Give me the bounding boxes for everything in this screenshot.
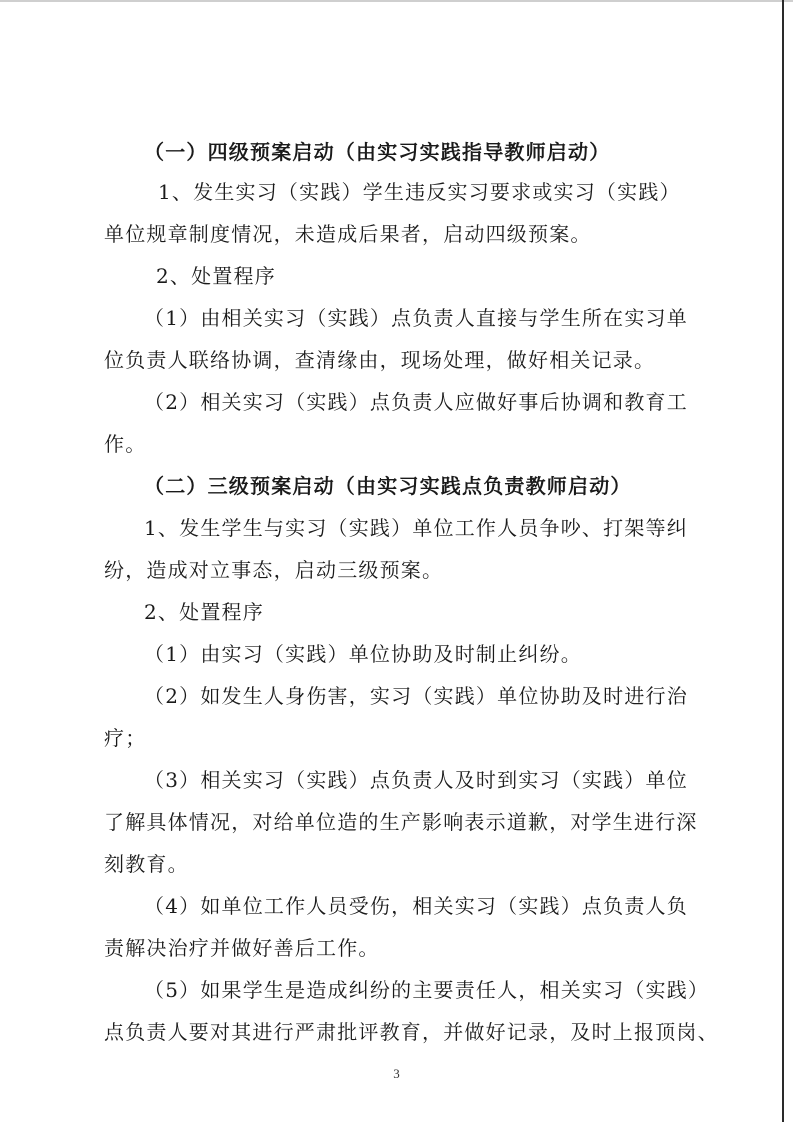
section-heading-level3: （二）三级预案启动（由实习实践点负责教师启动）: [144, 474, 632, 498]
section2-step2-line2: 疗；: [104, 726, 147, 750]
section2-step3-line2: 了解具体情况，对给单位造的生产影响表示道歉，对学生进行深: [104, 810, 698, 834]
scan-edge-top: [0, 0, 793, 2]
section2-step5-line1: （5）如果学生是造成纠纷的主要责任人，相关实习（实践）: [144, 978, 710, 1002]
section1-procedure-title: 2、处置程序: [156, 264, 276, 288]
section2-step5-line2: 点负责人要对其进行严肃批评教育，并做好记录，及时上报顶岗、: [104, 1020, 719, 1044]
section2-procedure-title: 2、处置程序: [144, 600, 264, 624]
section1-step2-line1: （2）相关实习（实践）点负责人应做好事后协调和教育工: [144, 390, 688, 414]
section2-item1-line1: 1、发生学生与实习（实践）单位工作人员争吵、打架等纠: [144, 516, 688, 540]
section2-item1-line2: 纷，造成对立事态，启动三级预案。: [104, 558, 444, 582]
section2-step3-line1: （3）相关实习（实践）点负责人及时到实习（实践）单位: [144, 768, 688, 792]
section2-step1-line1: （1）由实习（实践）单位协助及时制止纠纷。: [144, 642, 582, 666]
section2-step3-line3: 刻教育。: [104, 852, 189, 876]
scan-edge-right: [782, 0, 784, 1122]
section2-step4-line2: 责解决治疗并做好善后工作。: [104, 936, 380, 960]
section-heading-level4: （一）四级预案启动（由实习实践指导教师启动）: [144, 140, 611, 164]
page-number: 3: [393, 1066, 400, 1081]
section1-item1-line1: 1、发生实习（实践）学生违反实习要求或实习（实践）: [158, 180, 681, 204]
section1-item1-line2: 单位规章制度情况，未造成后果者，启动四级预案。: [104, 222, 592, 246]
section2-step4-line1: （4）如单位工作人员受伤，相关实习（实践）点负责人负: [144, 894, 688, 918]
section1-step1-line2: 位负责人联络协调，查清缘由，现场处理，做好相关记录。: [104, 348, 656, 372]
section1-step1-line1: （1）由相关实习（实践）点负责人直接与学生所在实习单: [144, 306, 688, 330]
section2-step2-line1: （2）如发生人身伤害，实习（实践）单位协助及时进行治: [144, 684, 688, 708]
section1-step2-line2: 作。: [104, 432, 147, 456]
